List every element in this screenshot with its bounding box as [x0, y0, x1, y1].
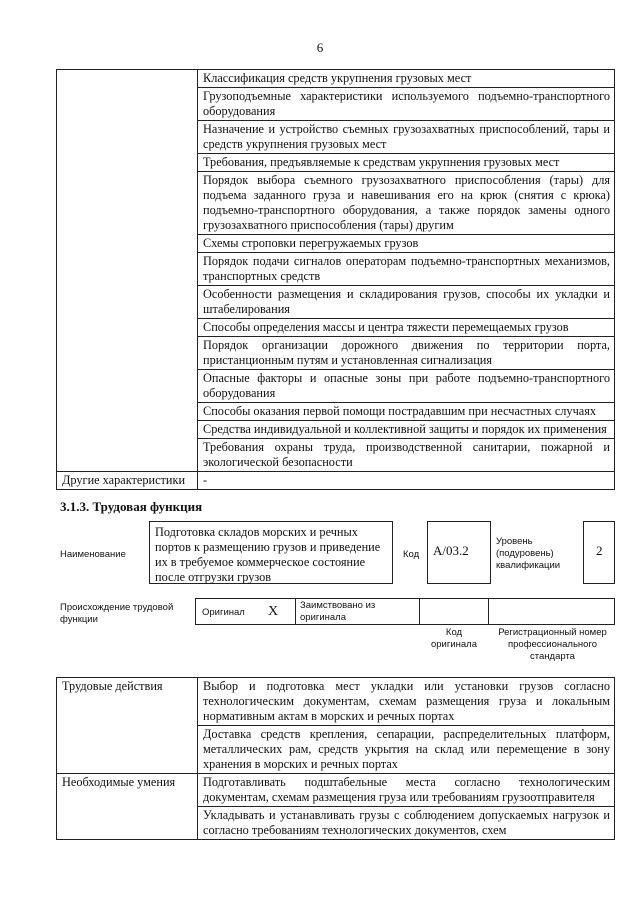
- knowledge-item: Требования, предъявляемые к средствам укрупнения грузовых мест: [198, 154, 615, 172]
- knowledge-item: Грузоподъемные характеристики используемого подъемно-транспортного оборудования: [198, 88, 615, 121]
- labor-action: [57, 678, 615, 726]
- page-number: 6: [316, 40, 324, 55]
- other-label: Другие характеристики: [57, 472, 198, 490]
- name-value: Подготовка складов морских и речных портов к размещению грузов и приведение их в требуемое коммерческое состояние после отгрузки грузов: [155, 525, 381, 584]
- original-mark: X: [268, 604, 279, 619]
- knowledge-label-cell: [57, 70, 198, 472]
- labor-action-item: Выбор и подготовка мест укладки или установки грузов согласно технологическим документам, схемам размещения груза и локальным нормативным актам в морских и речных портах: [198, 678, 615, 726]
- knowledge-item: Порядок подачи сигналов операторам подъемно-транспортных механизмов, транспортных средств: [198, 253, 615, 286]
- skill-label: Необходимые умения: [57, 774, 198, 840]
- original-label: Оригинал: [202, 607, 245, 618]
- reg-number-cell: [488, 598, 615, 625]
- level-label: Уровень (подуровень) квалификации: [496, 536, 561, 571]
- knowledge-item: Классификация средств укрупнения грузовых мест: [198, 70, 615, 88]
- name-label: Наименование: [60, 549, 126, 560]
- knowledge-item: Опасные факторы и опасные зоны при работе подъемно-транспортного оборудования: [198, 370, 615, 403]
- skill: [57, 774, 615, 807]
- code-original-label: Код оригинала: [430, 627, 477, 650]
- code-value: А/03.2: [433, 543, 469, 558]
- knowledge-item: Порядок выбора съемного грузозахватного приспособления (тары) для подъема заданного груза и навешивания его на крюк (снятия с крюка) подъемно-транспортного оборудования, а также порядок замены одного грузозахватного приспособления (тары) другим: [198, 172, 615, 235]
- knowledge-item: Схемы строповки перегружаемых грузов: [198, 235, 615, 253]
- section-title: 3.1.3. Трудовая функция: [60, 499, 203, 514]
- skill-item: Подготавливать подштабельные места согласно технологическим документам, схемам размещения груза или требованиям грузоотправителя: [198, 774, 615, 807]
- knowledge-table: [56, 69, 615, 490]
- labor-action-item: Доставка средств крепления, сепарации, распределительных платформ, металлических рам, средств укрытия на склад или перемещение в зону хранения в морских и речных портах: [198, 726, 615, 774]
- actions-table: [56, 677, 615, 840]
- knowledge-item: Способы определения массы и центра тяжести перемещаемых грузов: [198, 319, 615, 337]
- level-value: 2: [596, 543, 603, 558]
- knowledge-item: Порядок организации дорожного движения по территории порта, пристанционным путям и установленная сигнализация: [198, 337, 615, 370]
- knowledge-item: Назначение и устройство съемных грузозахватных приспособлений, тары и средств укрупнения грузовых мест: [198, 121, 615, 154]
- origin-label: Происхождение трудовой функции: [60, 602, 174, 625]
- knowledge-item: Средства индивидуальной и коллективной защиты и порядок их применения: [198, 421, 615, 439]
- borrowed-label: Заимствовано из оригинала: [300, 600, 376, 623]
- skill-item: Укладывать и устанавливать грузы с соблюдением допускаемых нагрузок и согласно требованиям технологических документов, схем: [198, 807, 615, 840]
- knowledge-item: Способы оказания первой помощи пострадавшим при несчастных случаях: [198, 403, 615, 421]
- knowledge-row: [57, 70, 615, 88]
- code-label: Код: [403, 549, 420, 560]
- labor-action-label: Трудовые действия: [57, 678, 198, 774]
- other-row: [57, 472, 615, 490]
- knowledge-item: Требования охраны труда, производственной санитарии, пожарной и экологической безопасности: [198, 439, 615, 472]
- other-value: -: [198, 472, 615, 490]
- reg-number-label: Регистрационный номер профессионального стандарта: [498, 627, 607, 662]
- knowledge-item: Особенности размещения и складирования грузов, способы их укладки и штабелирования: [198, 286, 615, 319]
